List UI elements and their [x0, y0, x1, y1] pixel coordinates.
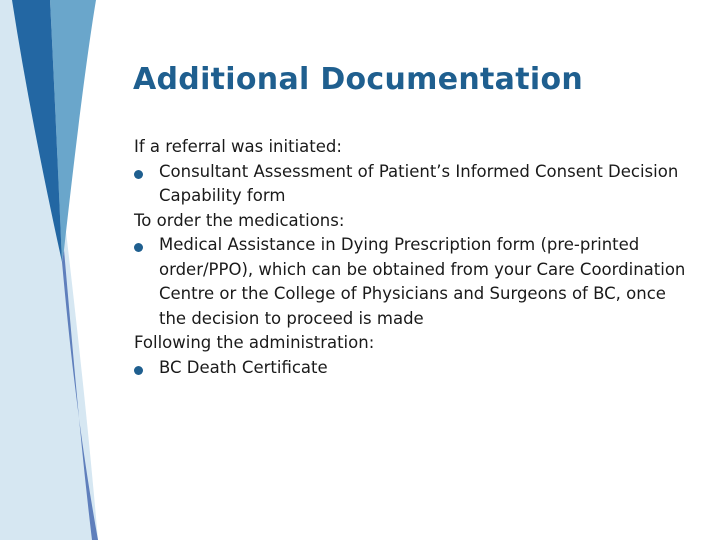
bullet-item-death-certificate — [134, 356, 694, 381]
bullet-dot-icon — [134, 170, 143, 179]
bullet-item-consent-form — [134, 160, 694, 209]
slide-body — [134, 135, 694, 380]
section-heading-medications: To order the medications: — [134, 210, 345, 230]
bullet-text: Medical Assistance in Dying Prescription form (pre-printed order/PPO), which can be obtained from your Care Coordination Centre or the College of Physicians and Surgeons of BC, once the decision to proceed is made — [159, 235, 686, 328]
section-heading-administration: Following the administration: — [134, 333, 375, 352]
bullet-text: BC Death Certificate — [159, 357, 328, 377]
bullet-dot-icon — [134, 243, 143, 252]
slide-title: Additional Documentation — [133, 62, 584, 97]
bullet-dot-icon — [134, 366, 143, 375]
bullet-item-prescription-form — [134, 233, 694, 331]
bullet-text: Consultant Assessment of Patient’s Informed Consent Decision Capability form — [159, 161, 679, 205]
section-heading-referral: If a referral was initiated: — [134, 137, 342, 156]
